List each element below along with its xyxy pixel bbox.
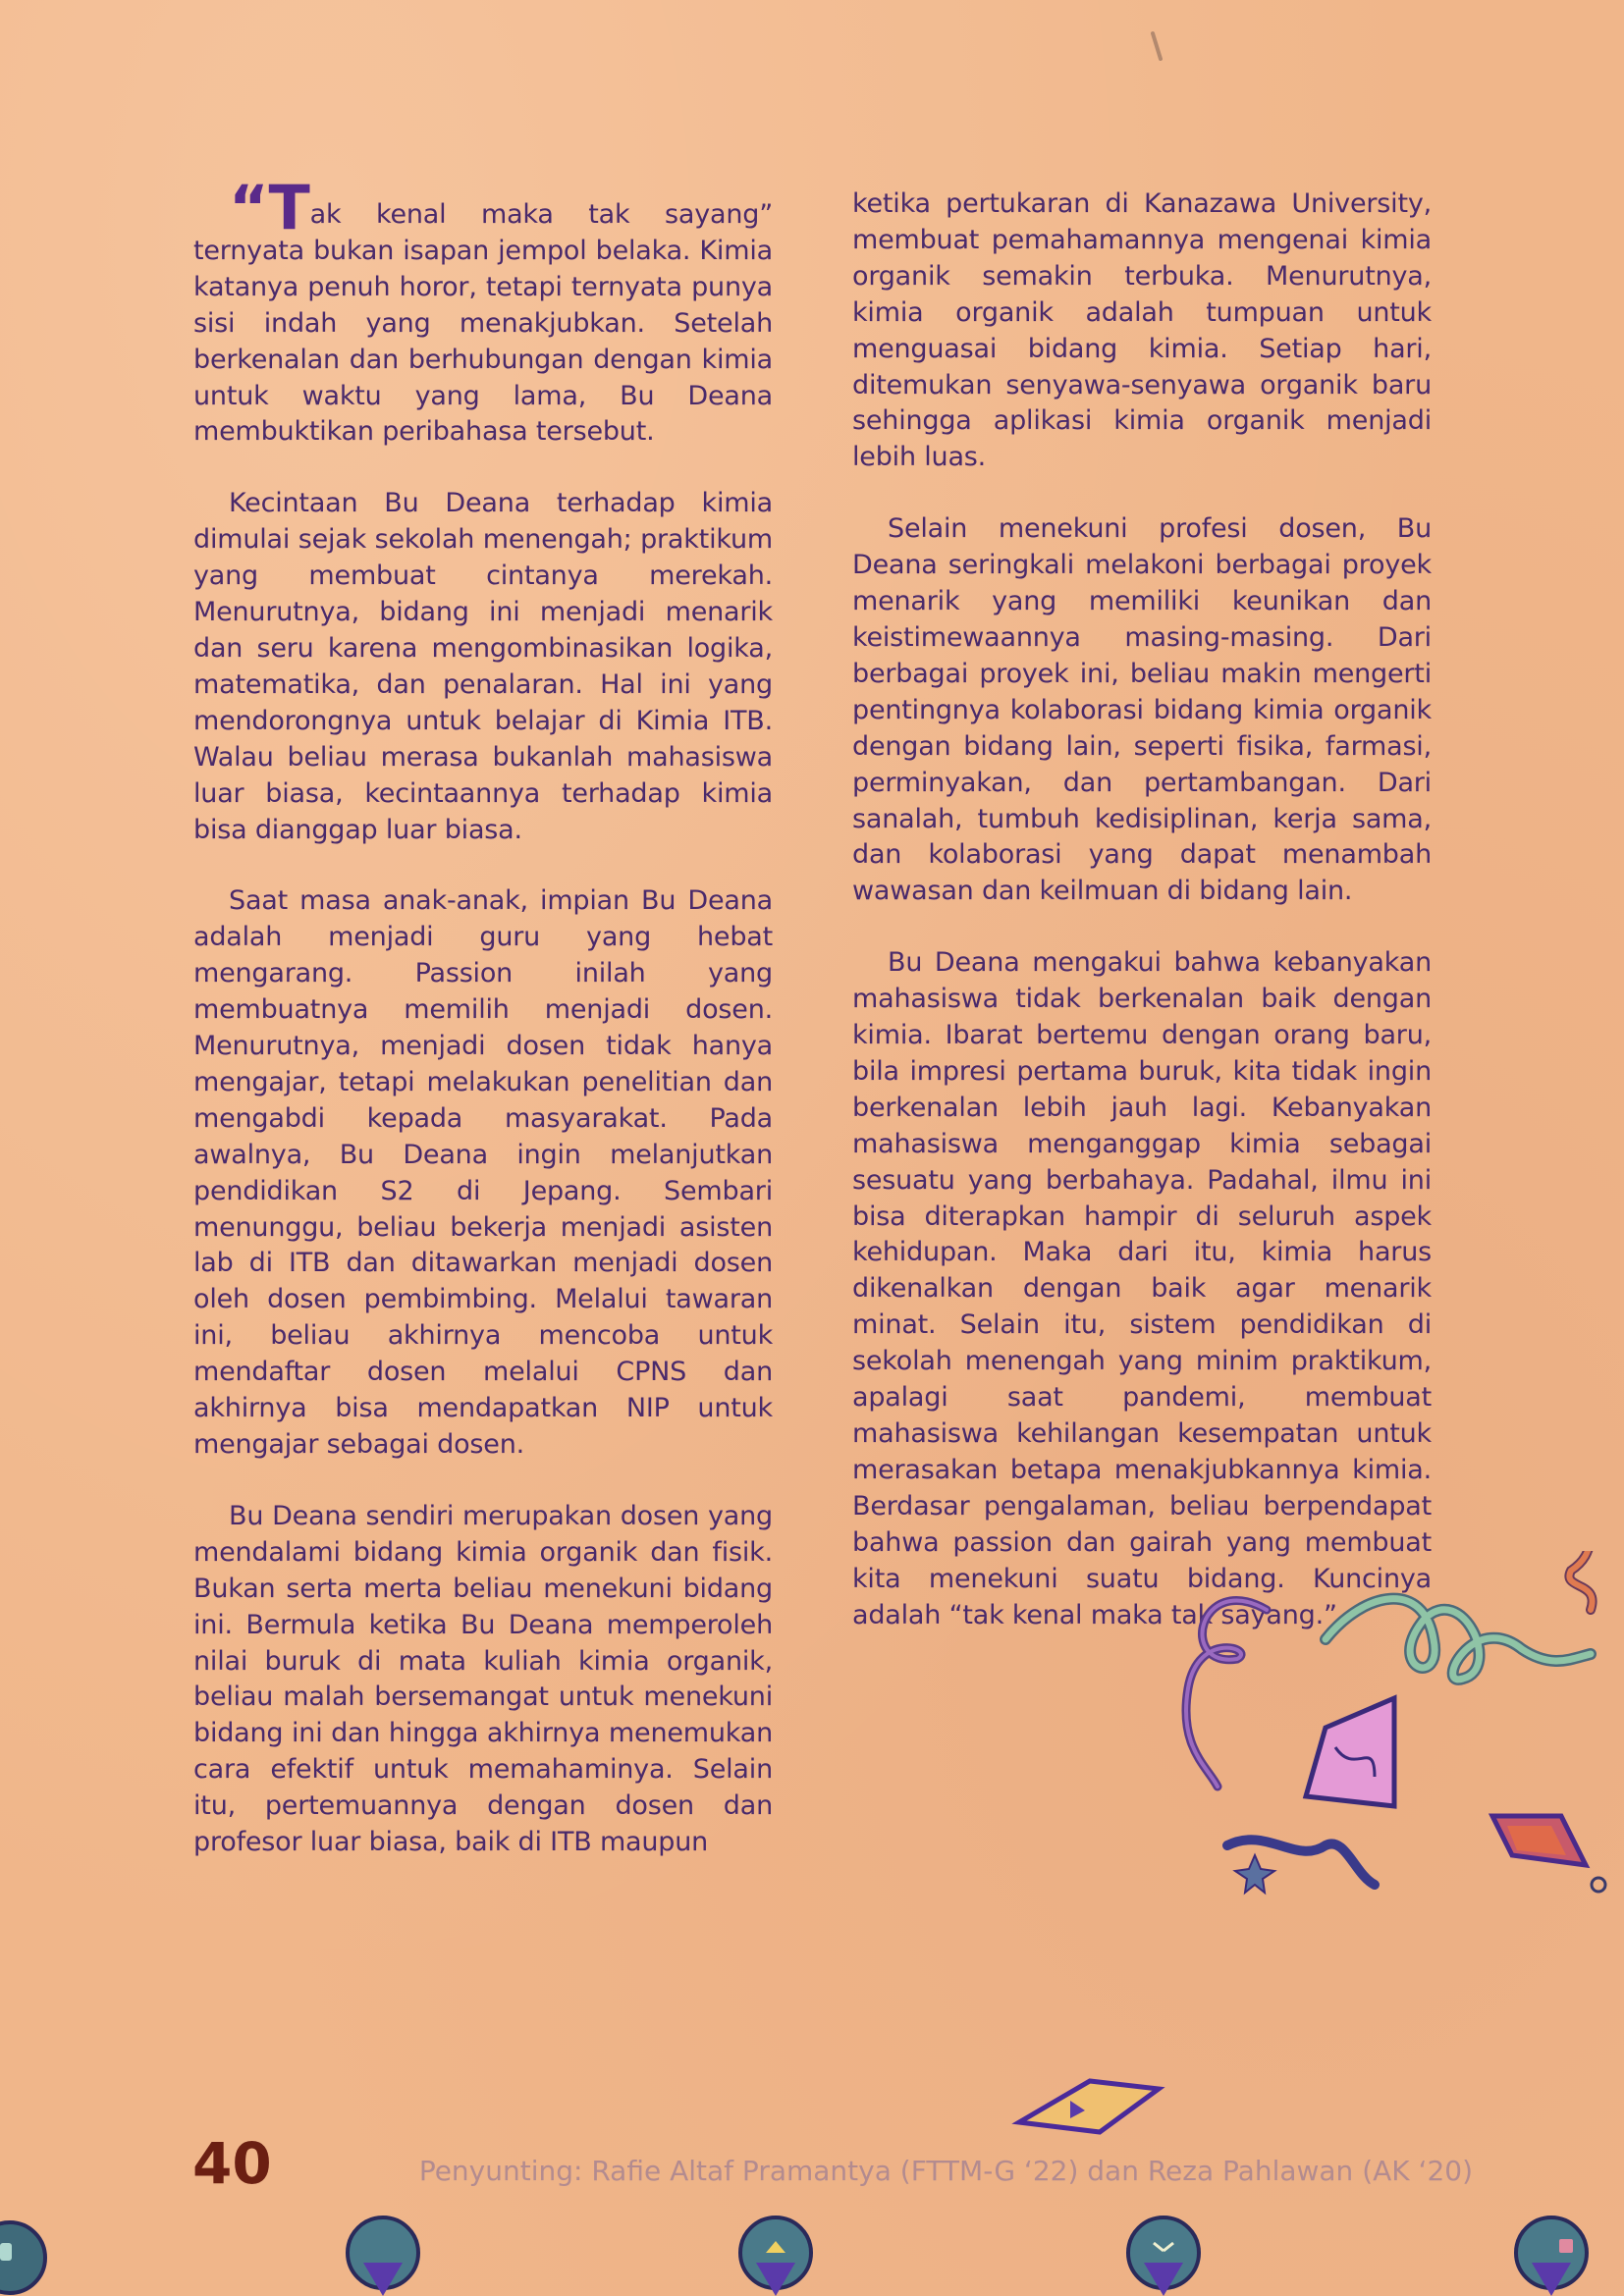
dropcap: “T xyxy=(229,172,310,243)
page-number: 40 xyxy=(192,2130,272,2197)
ribbon-illustration xyxy=(1011,1551,1624,2140)
paragraph-2: Kecintaan Bu Deana terhadap kimia dimulai sejak sekolah menengah; praktikum yang membuat cintanya merekah. Menurutnya, bidang ini menjadi menarik dan seru karena mengombinasikan logika, matematika, dan penalaran. Hal ini yang mendorongnya untuk belajar di Kimia ITB. Walau beliau merasa bukanlah mahasiswa luar biasa, kecintaannya terhadap kimia bisa dianggap luar biasa. xyxy=(193,488,773,845)
paragraph-1-text: ak kenal maka tak sayang” ternyata bukan isapan jempol belaka. Kimia katanya penuh horor, tetapi ternyata punya sisi indah yang menakjubkan. Setelah berkenalan dan berhubungan dengan kimia untuk waktu yang lama, Bu Deana membuktikan peribahasa tersebut. xyxy=(193,199,773,448)
editor-credit: Penyunting: Rafie Altaf Pramantya (FTTM-G ‘22) dan Reza Pahlawan (AK ‘20) xyxy=(418,2155,1473,2187)
article-left-column xyxy=(193,172,773,1896)
paragraph-4-continued: ketika pertukaran di Kanazawa University, membuat pemahamannya mengenai kimia organik semakin terbuka. Menurutnya, kimia organik adalah tumpuan untuk menguasai bidang kimia. Setiap hari, ditemukan senyawa-senyawa organik baru sehingga aplikasi kimia organik menjadi lebih luas. xyxy=(852,188,1432,473)
paragraph-3: Saat masa anak-anak, impian Bu Deana adalah menjadi guru yang hebat mengarang. Passion inilah yang membuatnya memilih menjadi dosen. Menurutnya, menjadi dosen tidak hanya mengajar, tetapi melakukan penelitian dan mengabdi kepada masyarakat. Pada awalnya, Bu Deana ingin melanjutkan pendidikan S2 di Jepang. Sembari menunggu, beliau bekerja menjadi asisten lab di ITB dan ditawarkan menjadi dosen oleh dosen pembimbing. Melalui tawaran ini, beliau akhirnya mencoba untuk mendaftar dosen melalui CPNS dan akhirnya bisa mendapatkan NIP untuk mengajar sebagai dosen. xyxy=(193,885,773,1460)
article-right-column xyxy=(852,187,1432,1669)
paragraph-5: Selain menekuni profesi dosen, Bu Deana seringkali melakoni berbagai proyek menarik yang memiliki keunikan dan keistimewaannya masing-masing. Dari berbagai proyek ini, beliau makin mengerti pentingnya kolaborasi bidang kimia organik dengan bidang lain, seperti fisika, farmasi, perminyakan, dan pertambangan. Dari sanalah, tumbuh kedisiplinan, kerja sama, dan kolaborasi yang dapat menambah wawasan dan keilmuan di bidang lain. xyxy=(852,513,1432,907)
paragraph-1 xyxy=(193,172,773,451)
mascot-figures xyxy=(0,2204,1624,2296)
paragraph-6: Bu Deana mengakui bahwa kebanyakan mahasiswa tidak berkenalan baik dengan kimia. Ibarat bertemu dengan orang baru, bila impresi pertama buruk, kita tidak ingin berkenalan lebih jauh lagi. Kebanyakan mahasiswa menganggap kimia sebagai sesuatu yang berbahaya. Padahal, ilmu ini bisa diterapkan hampir di seluruh aspek kehidupan. Maka dari itu, kimia harus dikenalkan dengan baik agar menarik minat. Selain itu, sistem pendidikan di sekolah menengah yang minim praktikum, apalagi saat pandemi, membuat mahasiswa kehilangan kesempatan untuk merasakan betapa menakjubkannya kimia. Berdasar pengalaman, beliau berpendapat bahwa passion dan gairah yang membuat kita menekuni suatu bidang. Kuncinya adalah “tak kenal maka tak sayang.” xyxy=(852,947,1432,1630)
paragraph-4: Bu Deana sendiri merupakan dosen yang mendalami bidang kimia organik dan fisik. Bukan serta merta beliau menekuni bidang ini. Bermula ketika Bu Deana memperoleh nilai buruk di mata kuliah kimia organik, beliau malah bersemangat untuk menekuni bidang ini dan hingga akhirnya menemukan cara efektif untuk memahaminya. Selain itu, pertemuannya dengan dosen dan profesor luar biasa, baik di ITB maupun xyxy=(193,1500,773,1858)
ink-smudge xyxy=(1149,31,1168,71)
